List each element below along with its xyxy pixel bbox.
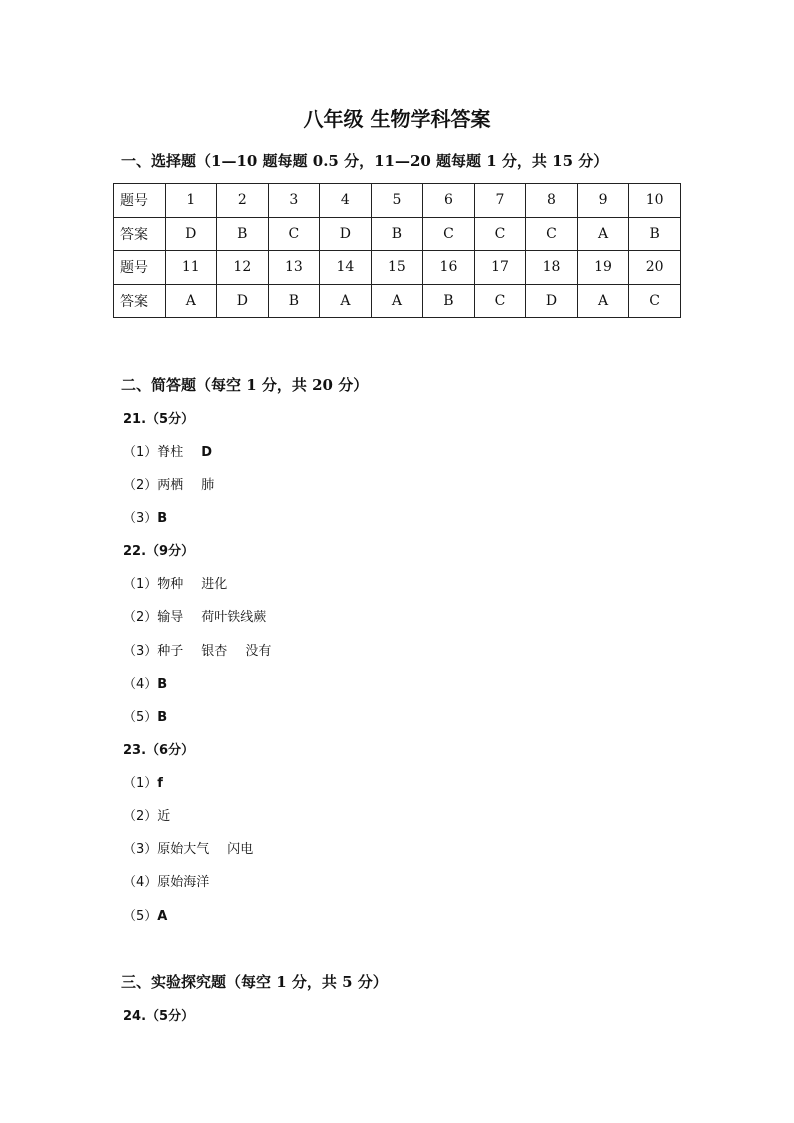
answer-line-23-4: （4）原始海洋 bbox=[123, 875, 210, 890]
question-number-cell: 17 bbox=[474, 251, 526, 285]
question-24-header: 24.（5分） bbox=[123, 1009, 195, 1024]
question-number-cell: 6 bbox=[423, 184, 475, 218]
question-number-cell: 15 bbox=[371, 251, 423, 285]
question-number-cell: 11 bbox=[165, 251, 217, 285]
question-number-cell: 3 bbox=[268, 184, 320, 218]
answer-cell: D bbox=[165, 217, 217, 251]
answer-cell: D bbox=[217, 284, 269, 318]
question-23-header: 23.（6分） bbox=[123, 743, 195, 758]
table-row-answers-2 bbox=[114, 284, 681, 318]
question-number-cell: 10 bbox=[629, 184, 681, 218]
question-number-cell: 14 bbox=[320, 251, 372, 285]
question-number-cell: 4 bbox=[320, 184, 372, 218]
table-row-question-numbers-1 bbox=[114, 184, 681, 218]
question-number-cell: 20 bbox=[629, 251, 681, 285]
answer-cell: D bbox=[526, 284, 578, 318]
question-number-cell: 19 bbox=[577, 251, 629, 285]
answer-line-22-1: （1）物种 进化 bbox=[123, 577, 228, 592]
question-number-cell: 5 bbox=[371, 184, 423, 218]
table-row-question-numbers-2 bbox=[114, 251, 681, 285]
answer-line-22-4: （4）B bbox=[123, 677, 168, 692]
answer-line-21-1: （1）脊柱 D bbox=[123, 445, 213, 460]
answer-cell: A bbox=[371, 284, 423, 318]
section-3-heading: 三、实验探究题（每空 1 分，共 5 分） bbox=[121, 973, 388, 991]
question-number-cell: 9 bbox=[577, 184, 629, 218]
question-number-cell: 18 bbox=[526, 251, 578, 285]
answer-cell: B bbox=[629, 217, 681, 251]
answer-cell: D bbox=[320, 217, 372, 251]
question-number-cell: 1 bbox=[165, 184, 217, 218]
answer-cell: C bbox=[423, 217, 475, 251]
answer-line-22-3: （3）种子 银杏 没有 bbox=[123, 644, 272, 659]
answer-cell: A bbox=[165, 284, 217, 318]
section-2-heading: 二、简答题（每空 1 分，共 20 分） bbox=[121, 376, 369, 394]
answer-line-23-5: （5）A bbox=[123, 909, 168, 924]
question-21-header: 21.（5分） bbox=[123, 412, 195, 427]
section-1-heading: 一、选择题（1—10 题每题 0.5 分，11—20 题每题 1 分，共 15 分） bbox=[121, 152, 609, 170]
answer-cell: C bbox=[268, 217, 320, 251]
answer-cell: A bbox=[320, 284, 372, 318]
question-number-cell: 13 bbox=[268, 251, 320, 285]
question-number-cell: 8 bbox=[526, 184, 578, 218]
page-title: 八年级 生物学科答案 bbox=[303, 107, 491, 131]
row-label-answer: 答案 bbox=[114, 217, 166, 251]
answer-cell: C bbox=[474, 217, 526, 251]
answer-cell: B bbox=[268, 284, 320, 318]
answer-line-22-5: （5）B bbox=[123, 710, 168, 725]
answer-cell: C bbox=[474, 284, 526, 318]
answer-line-23-2: （2）近 bbox=[123, 809, 171, 824]
answer-line-21-3: （3）B bbox=[123, 511, 168, 526]
answer-cell: C bbox=[629, 284, 681, 318]
row-label-question: 题号 bbox=[114, 184, 166, 218]
question-number-cell: 16 bbox=[423, 251, 475, 285]
answer-cell: C bbox=[526, 217, 578, 251]
answer-cell: A bbox=[577, 217, 629, 251]
answer-cell: B bbox=[423, 284, 475, 318]
table-row-answers-1 bbox=[114, 217, 681, 251]
answer-line-21-2: （2）两栖 肺 bbox=[123, 478, 215, 493]
question-number-cell: 2 bbox=[217, 184, 269, 218]
question-number-cell: 12 bbox=[217, 251, 269, 285]
answer-table bbox=[113, 183, 681, 318]
answer-line-22-2: （2）输导 荷叶铁线蕨 bbox=[123, 610, 267, 625]
answer-cell: B bbox=[217, 217, 269, 251]
row-label-answer: 答案 bbox=[114, 284, 166, 318]
question-number-cell: 7 bbox=[474, 184, 526, 218]
row-label-question: 题号 bbox=[114, 251, 166, 285]
answer-cell: B bbox=[371, 217, 423, 251]
answer-cell: A bbox=[577, 284, 629, 318]
answer-line-23-3: （3）原始大气 闪电 bbox=[123, 842, 254, 857]
question-22-header: 22.（9分） bbox=[123, 544, 195, 559]
answer-line-23-1: （1）f bbox=[123, 776, 163, 791]
